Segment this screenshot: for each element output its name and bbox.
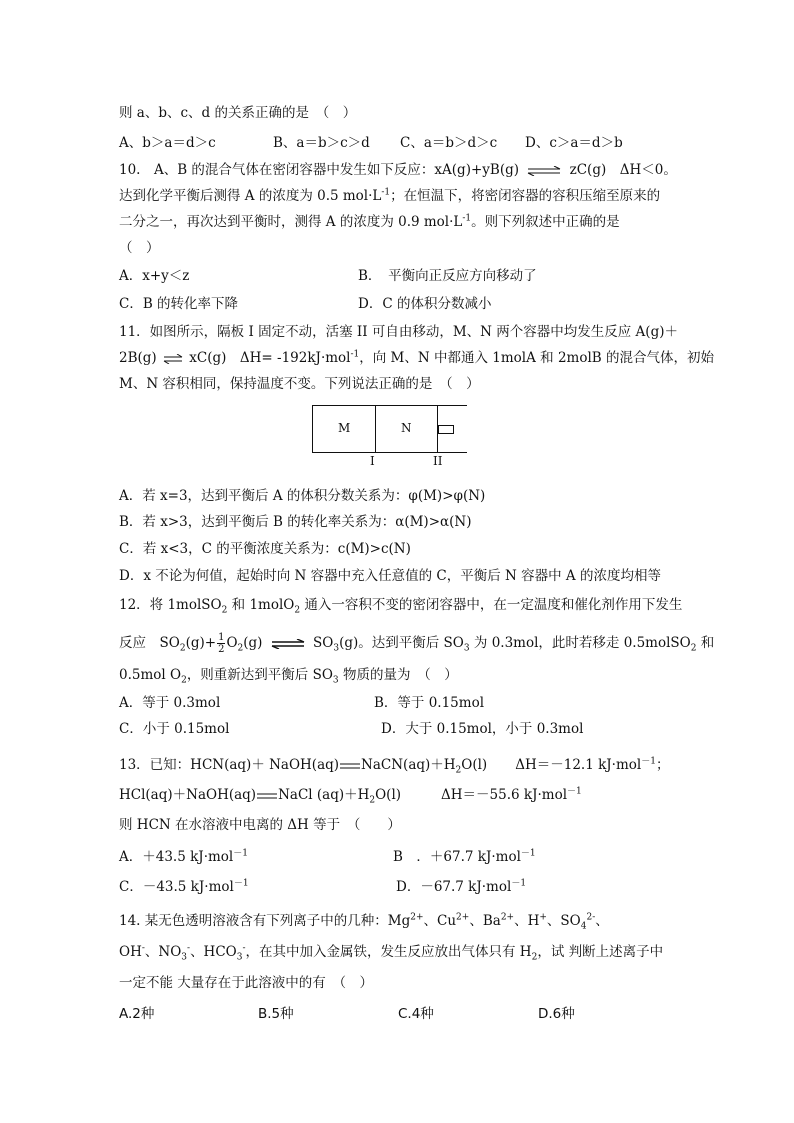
q14-line-3: 一定不能 大量存在于此溶液中的有 （ ） [119, 975, 374, 991]
q11-option-d[interactable]: D．x 不论为何值，起始时向 N 容器中充入任意值的 C，平衡后 N 容器中 A 的浓度均相等 [119, 568, 661, 584]
partition-i-label: I [370, 454, 375, 468]
q11-option-c[interactable]: C．若 x<3，C 的平衡浓度关系为：c(M)>c(N) [119, 541, 411, 557]
q10-option-d[interactable]: D．C 的体积分数减小 [358, 296, 492, 312]
q12-option-b[interactable]: B．等于 0.15mol [374, 695, 485, 711]
q11-option-b[interactable]: B．若 x>3，达到平衡后 B 的转化率关系为：α(M)>α(N) [119, 514, 472, 530]
q10-option-c[interactable]: C．B 的转化率下降 [119, 296, 239, 312]
q9-option-c[interactable]: C、a＝b＞d＞c [400, 135, 498, 151]
q9-option-a[interactable]: A、b＞a＝d＞c [119, 135, 216, 151]
piston-ii-label: II [433, 454, 443, 468]
equilibrium-arrow-icon [271, 639, 305, 649]
q14-option-c[interactable]: C.4种 [398, 1006, 434, 1022]
q12-line-2: 反应 $SO_2(g)+$ $\frac{1}{2}$ $O_2(g)$ $SO_3(g)$。达到平衡后 $SO_3$ 为 0.3mol，此时若移走 0.5molSO$_2$ 和 [119, 632, 715, 655]
equilibrium-arrow-icon [163, 354, 183, 364]
q12-line-3: 0.5mol $O_2$，则重新达到平衡后 $SO_3$ 物质的量为 （ ） [119, 667, 458, 686]
q14-line-1: 14. 某无色透明溶液含有下列离子中的几种：$Mg^{2+}$、$Cu^{2+}$、$Ba^{2+}$、H+、$SO_4^{2-}$、 [119, 912, 609, 932]
q10-option-a[interactable]: A．x+y＜z [119, 268, 190, 284]
piston-handle-icon [438, 425, 454, 434]
q14-option-d[interactable]: D.6种 [538, 1006, 575, 1022]
q13-line-1: 13．已知：HCN(aq)＋ NaOH(aq) $NaCN(aq)+H_2O(l)$ ΔH＝－12.1 kJ·mol$^{-1}$； [119, 756, 670, 776]
equals-arrow-icon [340, 762, 360, 770]
q11-option-a[interactable]: A．若 x=3，达到平衡后 A 的体积分数关系为：φ(M)>φ(N) [119, 488, 486, 504]
fraction-one-half: $\frac{1}{2}$ [218, 632, 225, 655]
q9-stem: 则 a、b、c、d 的关系正确的是 （ ） [119, 105, 357, 121]
q12-line-1: 12．将 1molSO$_2$ 和 1molO$_2$ 通入一容积不变的密闭容器中，在一定温度和催化剂作用下发生 [119, 597, 683, 616]
q9-option-d[interactable]: D、c＞a＝d＞b [525, 135, 623, 151]
equals-arrow-icon [257, 792, 277, 800]
q14-line-2: OH-、$NO_3^-$、$HCO_3^-$，在其中加入金属铁，发生反应放出气体只有 $H_2$，试 判断上述离子中 [119, 943, 664, 963]
equilibrium-arrow-icon [527, 166, 561, 176]
q13-option-a[interactable]: A．＋43.5 kJ·mol$^{-1}$ [119, 848, 248, 865]
container-m-label: M [338, 421, 351, 435]
q10-line-2: 达到化学平衡后测得 A 的浓度为 0.5 $mol\cdot L^{-1}$；在恒温下，将密闭容器的容积压缩至原来的 [119, 187, 661, 204]
q11-line-2: 2B(g) xC(g) ΔH= -192kJ·mol$^{-1}$，向 M、N 中都通入 1molA 和 2molB 的混合气体，初始 [119, 349, 714, 366]
q10-line-4: （ ） [119, 240, 160, 256]
q13-line-3: 则 HCN 在水溶液中电离的 ΔH 等于 （ ） [119, 817, 401, 833]
q10-option-b[interactable]: B． 平衡向正反应方向移动了 [358, 268, 537, 284]
q13-option-b[interactable]: B ．＋67.7 kJ·mol$^{-1}$ [393, 848, 536, 865]
q14-option-a[interactable]: A.2种 [119, 1006, 155, 1022]
q13-option-c[interactable]: C．－43.5 kJ·mol$^{-1}$ [119, 878, 249, 895]
q13-line-2: HCl(aq)＋NaOH(aq) NaCl $(aq)+H_2O(l)$ ΔH＝－55.6 kJ·mol$^{-1}$ [119, 786, 582, 806]
q14-option-b[interactable]: B.5种 [258, 1006, 294, 1022]
q9-option-b[interactable]: B、a＝b＞c＞d [273, 135, 370, 151]
q12-option-d[interactable]: D．大于 0.15mol，小于 0.3mol [381, 721, 584, 737]
container-n-label: N [401, 421, 412, 435]
q11-line-3: M、N 容积相同，保持温度不变。下列说法正确的是 （ ） [119, 376, 480, 392]
partition-i [375, 406, 376, 452]
q10-line-3: 二分之一，再次达到平衡时，测得 A 的浓度为 0.9 $mol\cdot L^{-1}$。则下列叙述中正确的是 [119, 213, 620, 230]
q10-line-1: 10. A、B 的混合气体在密闭容器中发生如下反应：xA(g)+yB(g) zC(g) ΔH＜0。 [119, 162, 677, 178]
q12-option-a[interactable]: A．等于 0.3mol [119, 695, 221, 711]
q11-line-1: 11．如图所示，隔板 I 固定不动，活塞 II 可自由移动，M、N 两个容器中均发生反应 A(g)＋ [119, 324, 678, 340]
q13-option-d[interactable]: D．－67.7 kJ·mol$^{-1}$ [396, 878, 527, 895]
q12-option-c[interactable]: C．小于 0.15mol [119, 721, 230, 737]
